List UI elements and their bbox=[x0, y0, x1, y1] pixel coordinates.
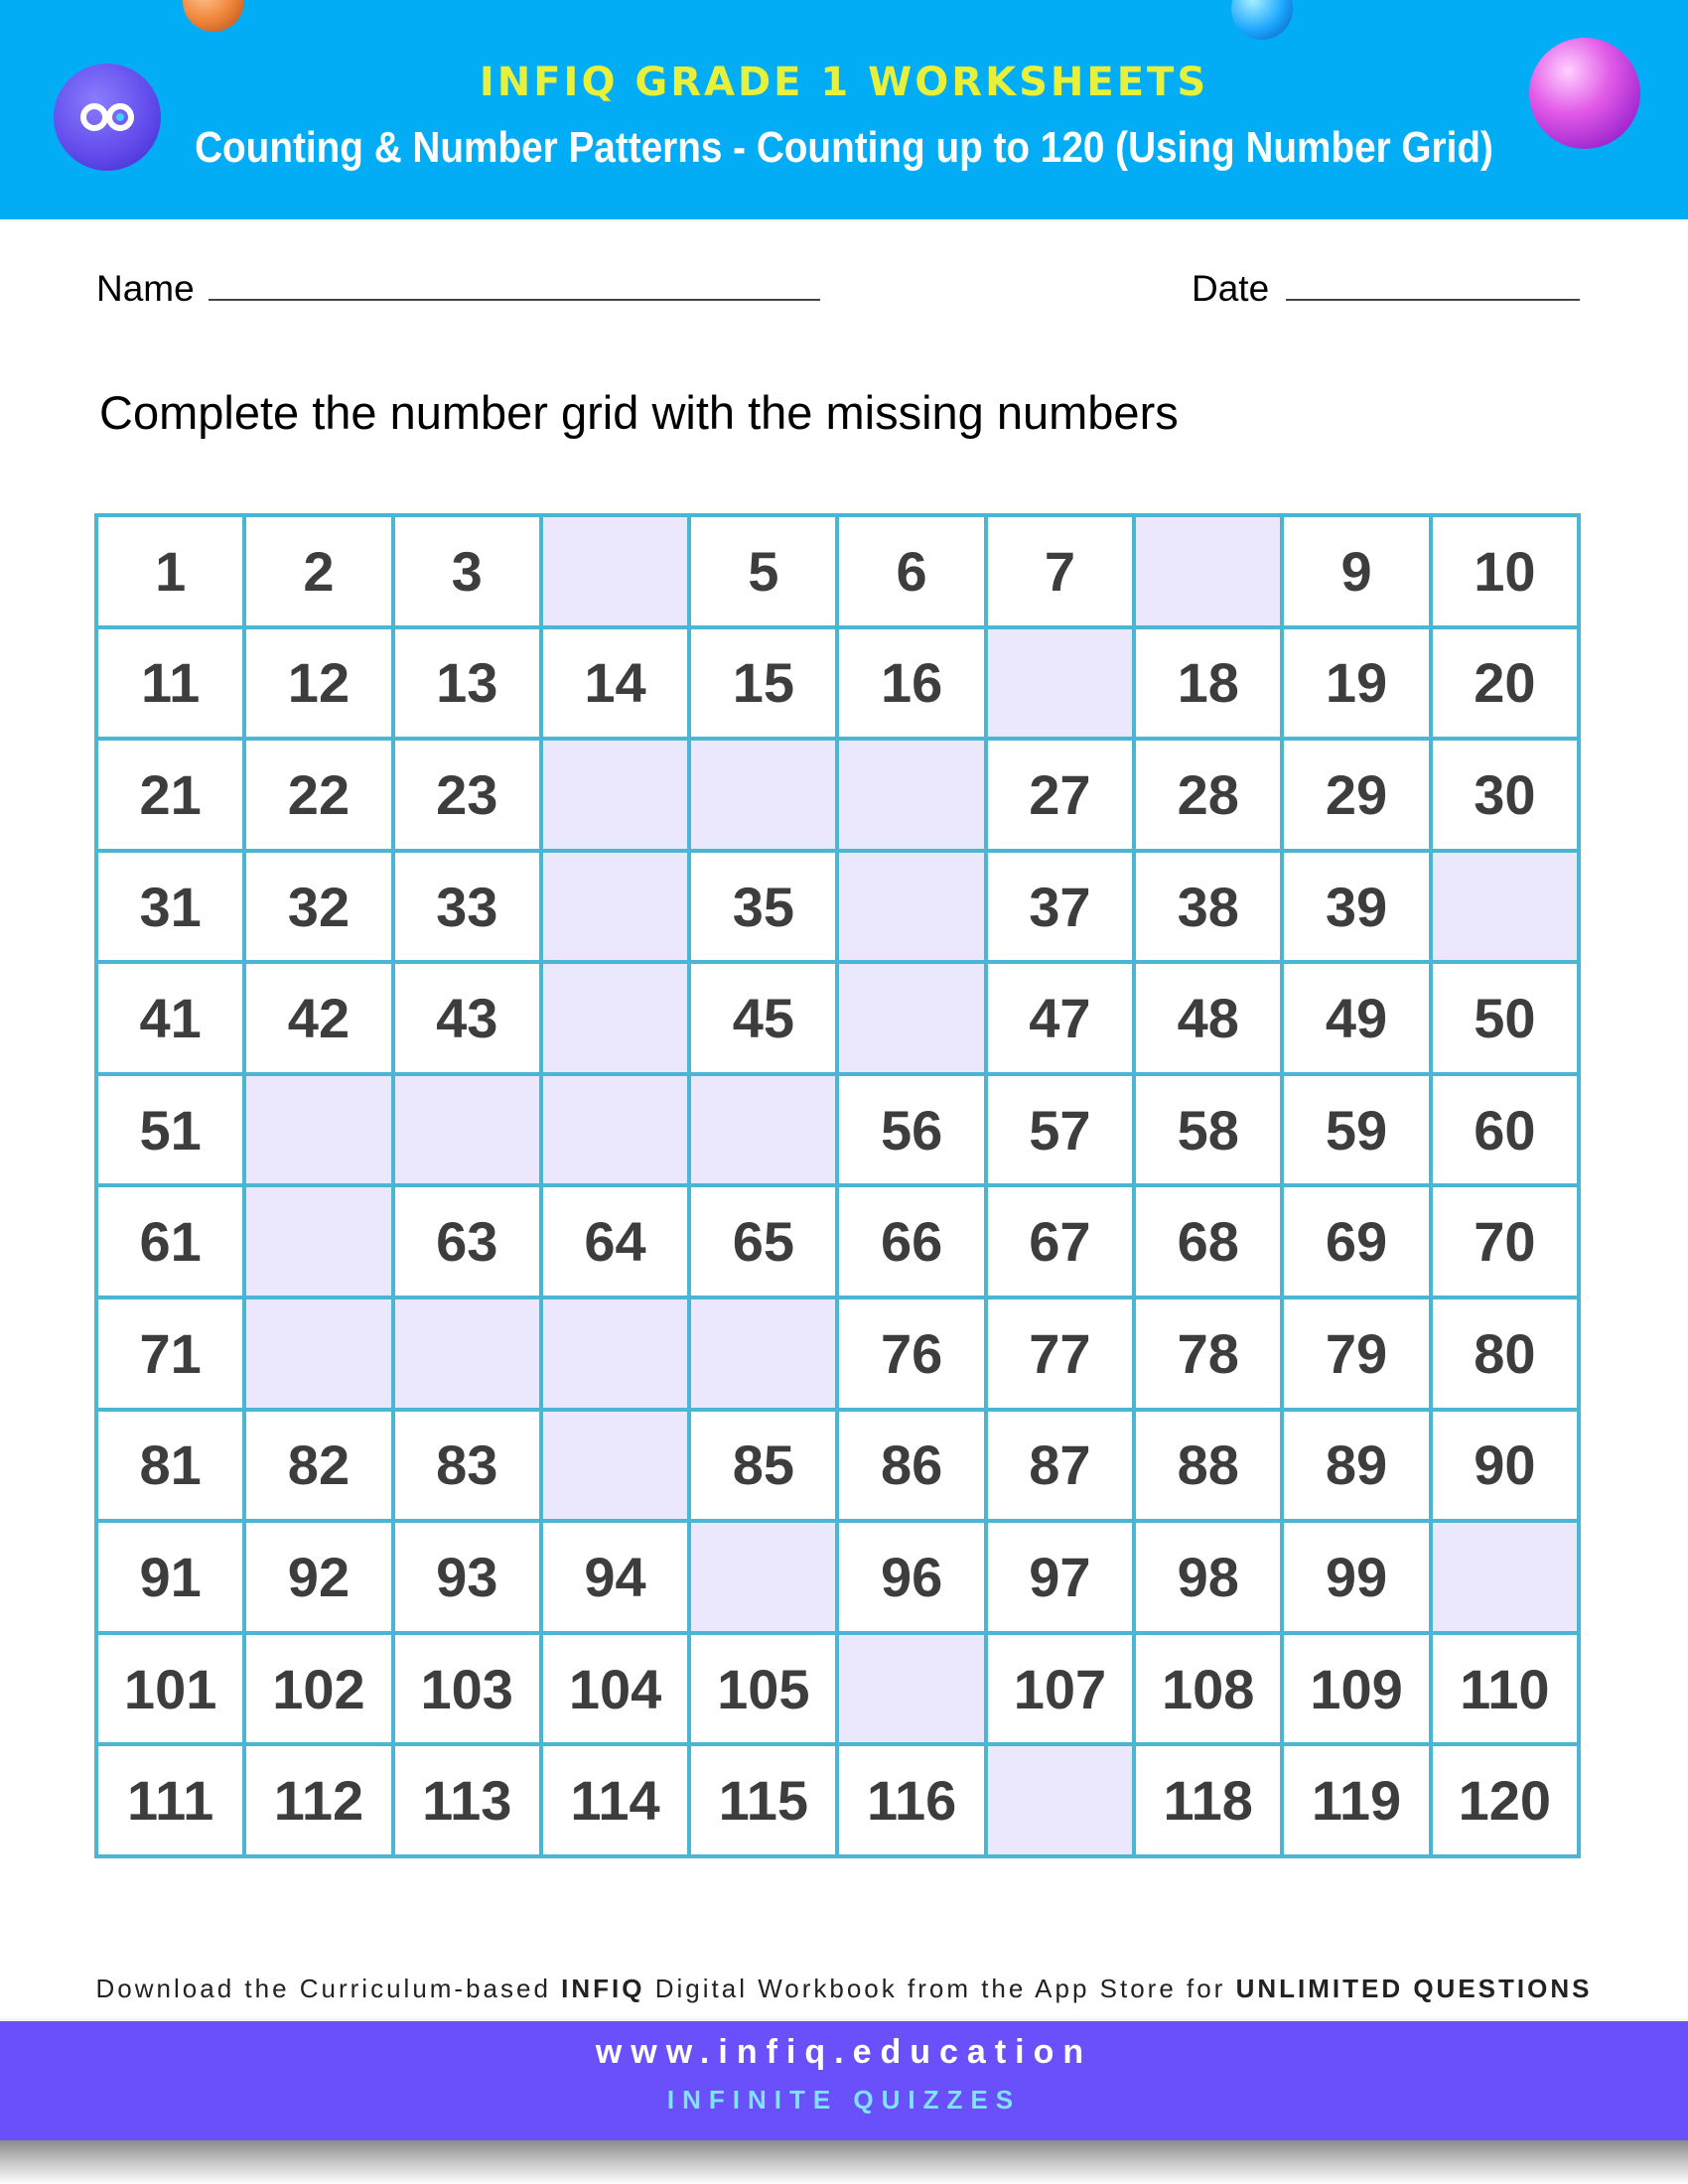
number-cell: 111 bbox=[96, 1744, 244, 1856]
number-cell: 87 bbox=[986, 1410, 1134, 1522]
number-cell: 22 bbox=[244, 739, 392, 851]
number-cell: 97 bbox=[986, 1521, 1134, 1633]
number-cell: 108 bbox=[1134, 1633, 1282, 1745]
blank-cell[interactable] bbox=[244, 1185, 392, 1297]
number-cell: 42 bbox=[244, 962, 392, 1074]
number-cell: 43 bbox=[393, 962, 541, 1074]
number-cell: 99 bbox=[1282, 1521, 1430, 1633]
number-cell: 98 bbox=[1134, 1521, 1282, 1633]
number-cell: 51 bbox=[96, 1074, 244, 1186]
bottom-shade bbox=[0, 2140, 1688, 2184]
number-cell: 3 bbox=[393, 515, 541, 627]
number-cell: 112 bbox=[244, 1744, 392, 1856]
number-cell: 48 bbox=[1134, 962, 1282, 1074]
number-cell: 41 bbox=[96, 962, 244, 1074]
number-cell: 59 bbox=[1282, 1074, 1430, 1186]
number-cell: 69 bbox=[1282, 1185, 1430, 1297]
number-cell: 109 bbox=[1282, 1633, 1430, 1745]
number-cell: 6 bbox=[837, 515, 985, 627]
blank-cell[interactable] bbox=[244, 1074, 392, 1186]
number-cell: 11 bbox=[96, 627, 244, 740]
number-cell: 31 bbox=[96, 851, 244, 963]
number-cell: 5 bbox=[689, 515, 837, 627]
blank-cell[interactable] bbox=[393, 1297, 541, 1410]
number-cell: 28 bbox=[1134, 739, 1282, 851]
number-cell: 20 bbox=[1431, 627, 1579, 740]
number-cell: 96 bbox=[837, 1521, 985, 1633]
blank-cell[interactable] bbox=[837, 739, 985, 851]
blank-cell[interactable] bbox=[986, 1744, 1134, 1856]
number-cell: 39 bbox=[1282, 851, 1430, 963]
number-cell: 107 bbox=[986, 1633, 1134, 1745]
number-cell: 37 bbox=[986, 851, 1134, 963]
number-cell: 78 bbox=[1134, 1297, 1282, 1410]
blank-cell[interactable] bbox=[244, 1297, 392, 1410]
grid-row bbox=[96, 1185, 1579, 1297]
tagline: INFINITE QUIZZES bbox=[666, 2085, 1022, 2115]
number-cell: 47 bbox=[986, 962, 1134, 1074]
number-cell: 57 bbox=[986, 1074, 1134, 1186]
footer-banner bbox=[0, 2021, 1688, 2140]
blank-cell[interactable] bbox=[541, 1074, 689, 1186]
number-cell: 23 bbox=[393, 739, 541, 851]
number-cell: 49 bbox=[1282, 962, 1430, 1074]
number-cell: 65 bbox=[689, 1185, 837, 1297]
number-cell: 45 bbox=[689, 962, 837, 1074]
number-cell: 76 bbox=[837, 1297, 985, 1410]
grid-row bbox=[96, 1633, 1579, 1745]
website-link[interactable]: www.infiq.education bbox=[595, 2033, 1093, 2071]
blank-cell[interactable] bbox=[986, 627, 1134, 740]
date-label: Date bbox=[1192, 268, 1270, 309]
number-cell: 101 bbox=[96, 1633, 244, 1745]
decorative-orange-ball bbox=[183, 0, 244, 32]
grid-row bbox=[96, 627, 1579, 740]
number-cell: 104 bbox=[541, 1633, 689, 1745]
number-cell: 89 bbox=[1282, 1410, 1430, 1522]
blank-cell[interactable] bbox=[541, 851, 689, 963]
number-cell: 120 bbox=[1431, 1744, 1579, 1856]
number-cell: 63 bbox=[393, 1185, 541, 1297]
download-promo bbox=[0, 1974, 1688, 2004]
number-cell: 10 bbox=[1431, 515, 1579, 627]
number-cell: 9 bbox=[1282, 515, 1430, 627]
number-cell: 18 bbox=[1134, 627, 1282, 740]
number-cell: 83 bbox=[393, 1410, 541, 1522]
name-field[interactable] bbox=[209, 299, 820, 301]
number-grid bbox=[94, 513, 1581, 1858]
grid-row bbox=[96, 1074, 1579, 1186]
number-cell: 33 bbox=[393, 851, 541, 963]
brand-heading: INFIQ GRADE 1 WORKSHEETS bbox=[479, 60, 1209, 105]
blank-cell[interactable] bbox=[689, 739, 837, 851]
blank-cell[interactable] bbox=[837, 1633, 985, 1745]
number-cell: 86 bbox=[837, 1410, 985, 1522]
blank-cell[interactable] bbox=[541, 1297, 689, 1410]
number-cell: 1 bbox=[96, 515, 244, 627]
number-cell: 118 bbox=[1134, 1744, 1282, 1856]
number-cell: 19 bbox=[1282, 627, 1430, 740]
number-cell: 30 bbox=[1431, 739, 1579, 851]
number-cell: 21 bbox=[96, 739, 244, 851]
grid-row bbox=[96, 739, 1579, 851]
blank-cell[interactable] bbox=[689, 1297, 837, 1410]
number-cell: 61 bbox=[96, 1185, 244, 1297]
number-cell: 12 bbox=[244, 627, 392, 740]
number-cell: 103 bbox=[393, 1633, 541, 1745]
number-cell: 13 bbox=[393, 627, 541, 740]
blank-cell[interactable] bbox=[837, 851, 985, 963]
number-cell: 56 bbox=[837, 1074, 985, 1186]
download-emphasis: UNLIMITED QUESTIONS bbox=[1235, 1974, 1593, 2003]
number-cell: 35 bbox=[689, 851, 837, 963]
blank-cell[interactable] bbox=[1134, 515, 1282, 627]
number-cell: 67 bbox=[986, 1185, 1134, 1297]
number-cell: 116 bbox=[837, 1744, 985, 1856]
blank-cell[interactable] bbox=[1431, 851, 1579, 963]
blank-cell[interactable] bbox=[1431, 1521, 1579, 1633]
number-cell: 7 bbox=[986, 515, 1134, 627]
blank-cell[interactable] bbox=[689, 1074, 837, 1186]
date-field[interactable] bbox=[1286, 299, 1580, 301]
number-cell: 81 bbox=[96, 1410, 244, 1522]
blank-cell[interactable] bbox=[689, 1521, 837, 1633]
number-cell: 102 bbox=[244, 1633, 392, 1745]
number-cell: 50 bbox=[1431, 962, 1579, 1074]
blank-cell[interactable] bbox=[541, 515, 689, 627]
download-text-mid: Digital Workbook from the App Store for bbox=[644, 1974, 1236, 2003]
number-cell: 85 bbox=[689, 1410, 837, 1522]
number-cell: 29 bbox=[1282, 739, 1430, 851]
name-label: Name bbox=[96, 268, 195, 309]
number-cell: 58 bbox=[1134, 1074, 1282, 1186]
number-cell: 32 bbox=[244, 851, 392, 963]
number-cell: 27 bbox=[986, 739, 1134, 851]
number-cell: 15 bbox=[689, 627, 837, 740]
grid-row bbox=[96, 1744, 1579, 1856]
number-cell: 91 bbox=[96, 1521, 244, 1633]
number-cell: 93 bbox=[393, 1521, 541, 1633]
grid-row bbox=[96, 1521, 1579, 1633]
number-cell: 70 bbox=[1431, 1185, 1579, 1297]
worksheet-title: Counting & Number Patterns - Counting up to 120 (Using Number Grid) bbox=[195, 123, 1493, 172]
number-cell: 119 bbox=[1282, 1744, 1430, 1856]
number-cell: 82 bbox=[244, 1410, 392, 1522]
number-cell: 113 bbox=[393, 1744, 541, 1856]
blank-cell[interactable] bbox=[541, 962, 689, 1074]
number-cell: 77 bbox=[986, 1297, 1134, 1410]
number-cell: 60 bbox=[1431, 1074, 1579, 1186]
grid-row bbox=[96, 851, 1579, 963]
grid-row bbox=[96, 962, 1579, 1074]
decorative-blue-ball bbox=[1231, 0, 1293, 40]
number-cell: 16 bbox=[837, 627, 985, 740]
number-cell: 79 bbox=[1282, 1297, 1430, 1410]
number-cell: 14 bbox=[541, 627, 689, 740]
download-brand: INFIQ bbox=[561, 1974, 645, 2003]
instruction-text: Complete the number grid with the missing numbers bbox=[99, 386, 1179, 439]
grid-row bbox=[96, 515, 1579, 627]
grid-row bbox=[96, 1410, 1579, 1522]
header-banner bbox=[0, 0, 1688, 219]
grid-row bbox=[96, 1297, 1579, 1410]
number-cell: 114 bbox=[541, 1744, 689, 1856]
number-cell: 66 bbox=[837, 1185, 985, 1297]
number-cell: 38 bbox=[1134, 851, 1282, 963]
number-cell: 64 bbox=[541, 1185, 689, 1297]
number-cell: 90 bbox=[1431, 1410, 1579, 1522]
blank-cell[interactable] bbox=[541, 1410, 689, 1522]
blank-cell[interactable] bbox=[837, 962, 985, 1074]
number-cell: 80 bbox=[1431, 1297, 1579, 1410]
number-cell: 71 bbox=[96, 1297, 244, 1410]
number-cell: 92 bbox=[244, 1521, 392, 1633]
download-text: Download the Curriculum-based bbox=[95, 1974, 562, 2003]
blank-cell[interactable] bbox=[393, 1074, 541, 1186]
number-cell: 115 bbox=[689, 1744, 837, 1856]
number-cell: 110 bbox=[1431, 1633, 1579, 1745]
blank-cell[interactable] bbox=[541, 739, 689, 851]
number-cell: 94 bbox=[541, 1521, 689, 1633]
number-cell: 2 bbox=[244, 515, 392, 627]
number-cell: 68 bbox=[1134, 1185, 1282, 1297]
number-cell: 88 bbox=[1134, 1410, 1282, 1522]
number-cell: 105 bbox=[689, 1633, 837, 1745]
